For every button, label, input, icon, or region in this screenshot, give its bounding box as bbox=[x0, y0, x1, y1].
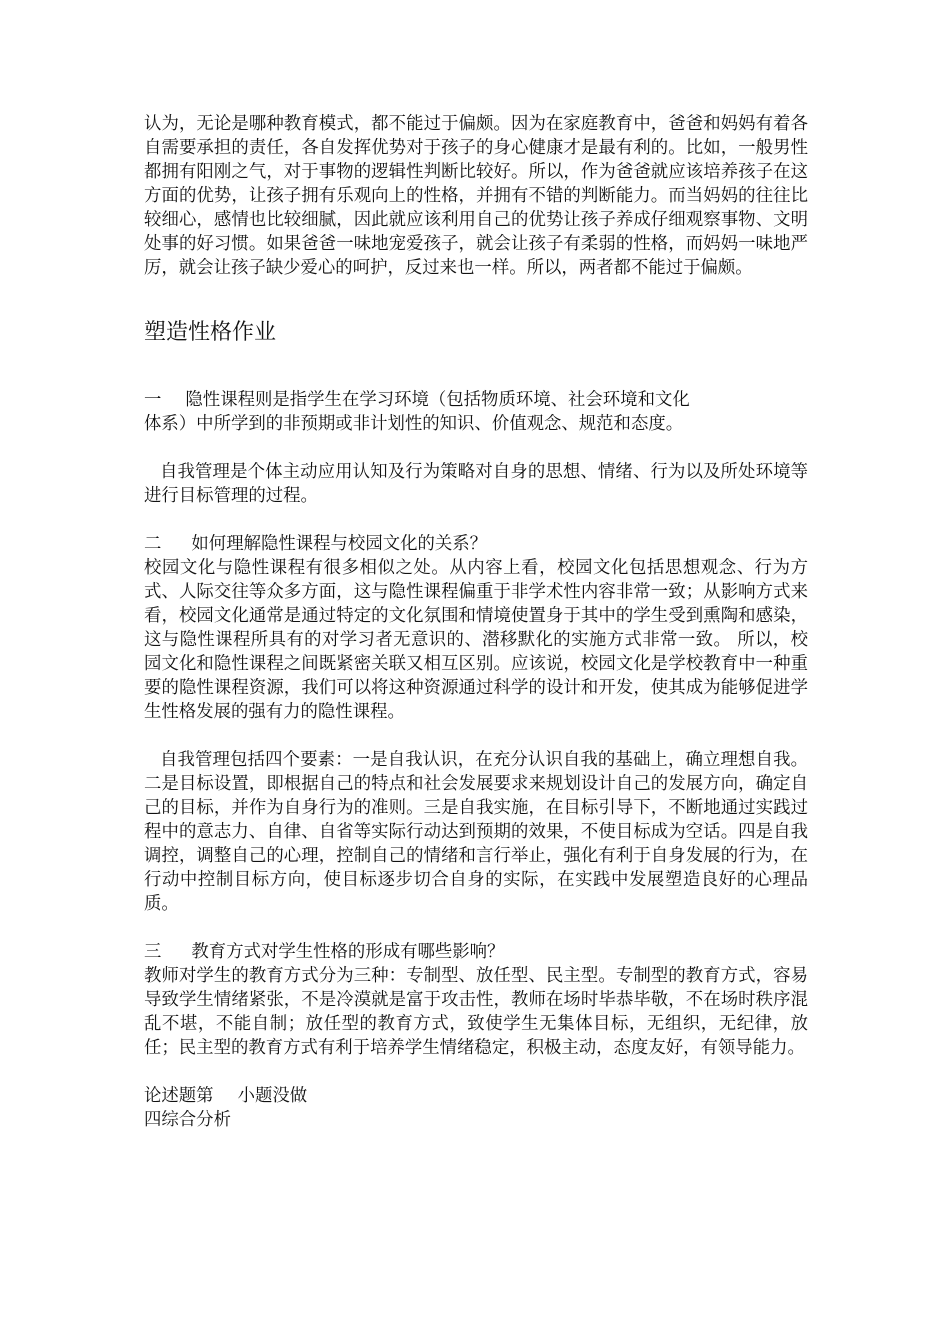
section-two bbox=[144, 532, 808, 724]
section-one-text-1: 隐性课程则是指学生在学习环境（包括物质环境、社会环境和文化 bbox=[185, 390, 690, 410]
section-two-question-line bbox=[144, 532, 808, 556]
document-heading: 塑造性格作业 bbox=[144, 320, 277, 345]
section-two-question: 如何理解隐性课程与校园文化的关系？ bbox=[191, 534, 488, 554]
section-three-answer: 教师对学生的教育方式分为三种：专制型、放任型、民主型。专制型的教育方式，容易导致学生情绪紧张，不是冷漠就是富于攻击性，教师在场时毕恭毕敬，不在场时秩序混乱不堪，不能自制；放任型的教育方式，致使学生无集体目标，无组织，无纪律，放任；民主型的教育方式有利于培养学生情绪稳定，积极主动，态度友好，有领导能力。 bbox=[144, 966, 808, 1058]
section-one-number: 一 bbox=[144, 390, 162, 410]
section-three-question: 教育方式对学生性格的形成有哪些影响？ bbox=[191, 942, 505, 962]
footer-notes bbox=[144, 1084, 808, 1132]
analysis-note: 四综合分析 bbox=[144, 1110, 231, 1130]
essay-note-part-2: 小题没做 bbox=[237, 1086, 308, 1106]
section-one-line-1 bbox=[144, 388, 808, 412]
section-three-question-line bbox=[144, 940, 808, 964]
section-two-answer: 校园文化与隐性课程有很多相似之处。从内容上看，校园文化包括思想观念、行为方式、人际交往等众多方面，这与隐性课程偏重于非学术性内容非常一致；从影响方式来看，校园文化通常是通过特定的文化氛围和情境使置身于其中的学生受到熏陶和感染，这与隐性课程所具有的对学习者无意识的、潜移默化的实施方式非常一致。 所以，校园文化和隐性课程之间既紧密关联又相互区别。应该说，校园文化是学校教育中一种重要的隐性课程资源，我们可以将这种资源通过科学的设计和开发，使其成为能够促进学生性格发展的强有力的隐性课程。 bbox=[144, 558, 808, 722]
intro-paragraph: 认为，无论是哪种教育模式，都不能过于偏颇。因为在家庭教育中，爸爸和妈妈有着各自需要承担的责任，各自发挥优势对于孩子的身心健康才是最有利的。比如，一般男性都拥有阳刚之气，对于事物的逻辑性判断比较好。所以，作为爸爸就应该培养孩子在这方面的优势，让孩子拥有乐观向上的性格，并拥有不错的判断能力。而当妈妈的往往比较细心，感情也比较细腻，因此就应该利用自己的优势让孩子养成仔细观察事物、文明处事的好习惯。如果爸爸一味地宠爱孩子，就会让孩子有柔弱的性格，而妈妈一味地严厉，就会让孩子缺少爱心的呵护，反过来也一样。所以，两者都不能过于偏颇。 bbox=[144, 114, 808, 278]
self-management-definition: 自我管理是个体主动应用认知及行为策略对自身的思想、情绪、行为以及所处环境等进行目标管理的过程。 bbox=[144, 462, 808, 506]
section-three-number: 三 bbox=[144, 942, 162, 962]
essay-note-part-1: 论述题第 bbox=[144, 1086, 214, 1106]
document-page bbox=[144, 112, 808, 1132]
self-management-elements: 自我管理包括四个要素：一是自我认识，在充分认识自我的基础上，确立理想自我。二是目标设置，即根据自己的特点和社会发展要求来规划设计自己的发展方向，确定自己的目标，并作为自身行为的准则。三是自我实施，在目标引导下，不断地通过实践过程中的意志力、自律、自省等实际行动达到预期的效果，不使目标成为空话。四是自我调控，调整自己的心理，控制自己的情绪和言行举止，强化有利于自身发展的行为，在行动中控制目标方向，使目标逐步切合自身的实际，在实践中发展塑造良好的心理品质。 bbox=[144, 750, 808, 914]
section-three bbox=[144, 940, 808, 1060]
essay-note bbox=[144, 1084, 808, 1108]
section-one bbox=[144, 388, 808, 436]
section-two-number: 二 bbox=[144, 534, 162, 554]
section-one-line-2: 体系）中所学到的非预期或非计划性的知识、价值观念、规范和态度。 bbox=[144, 414, 684, 434]
